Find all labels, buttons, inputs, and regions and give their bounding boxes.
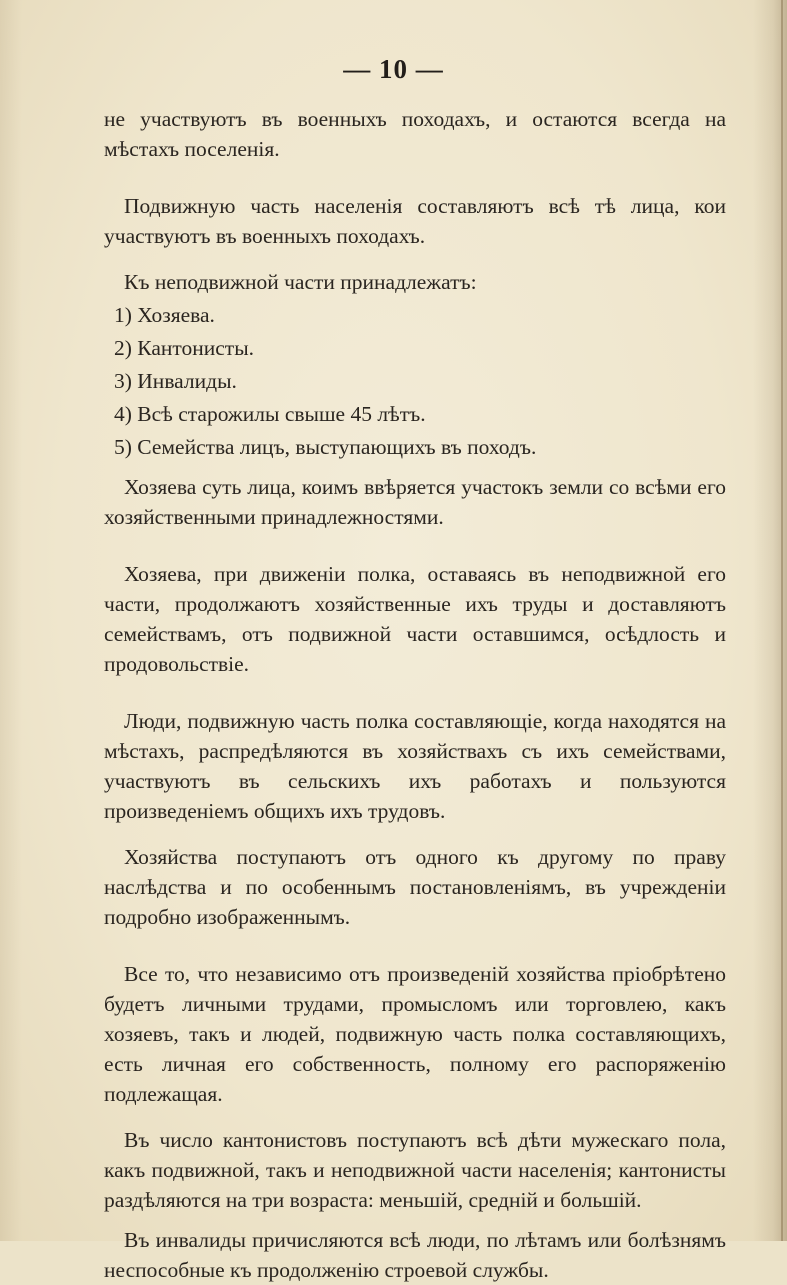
paragraph-mobile-part: Подвижную часть населенія составляютъ всѣ тѣ лица, кои участвуютъ въ военныхъ походахъ. [104,194,726,248]
list-item: 5) Семейства лицъ, выступающихъ въ походъ. [114,435,537,459]
list-item: 1) Хозяева. [114,303,215,327]
immobile-part-list [104,300,726,462]
paragraph-mobile-people: Люди, подвижную часть полка составляющіе, когда находятся на мѣстахъ, распредѣляются въ хозяйствахъ съ ихъ семействами, участвуютъ въ сельскихъ ихъ работахъ и пользуются произведеніемъ общихъ ихъ трудовъ. [104,709,726,823]
paragraph-personal-property: Все то, что независимо отъ произведеній хозяйства пріобрѣтено будетъ личными трудами, промысломъ или торговлею, какъ хозяевъ, такъ и людей, подвижную часть полка составляющихъ, есть личная его собственность, полному его распоряженію подлежащая. [104,962,726,1106]
list-item: 3) Инвалиды. [114,369,237,393]
page-number: — 10 — [343,54,444,84]
paragraph-owners-duties: Хозяева, при движеніи полка, оставаясь въ неподвижной его части, продолжаютъ хозяйственные ихъ труды и доставляютъ семействамъ, отъ подвижной части оставшимся, осѣдлость и продовольствіе. [104,562,726,676]
list-item: 4) Всѣ старожилы свыше 45 лѣтъ. [114,402,426,426]
paragraph-continuation: не участвуютъ въ военныхъ походахъ, и остаются всегда на мѣстахъ поселенія. [104,107,726,161]
paragraph-cantonists: Въ число кантонистовъ поступаютъ всѣ дѣти мужескаго пола, какъ подвижной, такъ и неподвижной части населенія; кантонисты раздѣляются на три возраста: меньшій, средній и большій. [104,1128,726,1212]
page-body [104,104,726,1285]
paragraph-owners-definition: Хозяева суть лица, коимъ ввѣряется участокъ земли со всѣми его хозяйственными принадлежностями. [104,475,726,529]
paragraph-immobile-part-intro: Къ неподвижной части принадлежатъ: [124,270,477,294]
page-gutter [781,0,783,1241]
paragraph-invalids: Въ инвалиды причисляются всѣ люди, по лѣтамъ или болѣзнямъ неспособные къ продолженію строевой службы. [104,1228,726,1282]
list-item: 2) Кантонисты. [114,336,255,360]
paragraph-inheritance: Хозяйства поступаютъ отъ одного къ другому по праву наслѣдства и по особеннымъ постановленіямъ, въ учрежденіи подробно изображеннымъ. [104,845,726,929]
